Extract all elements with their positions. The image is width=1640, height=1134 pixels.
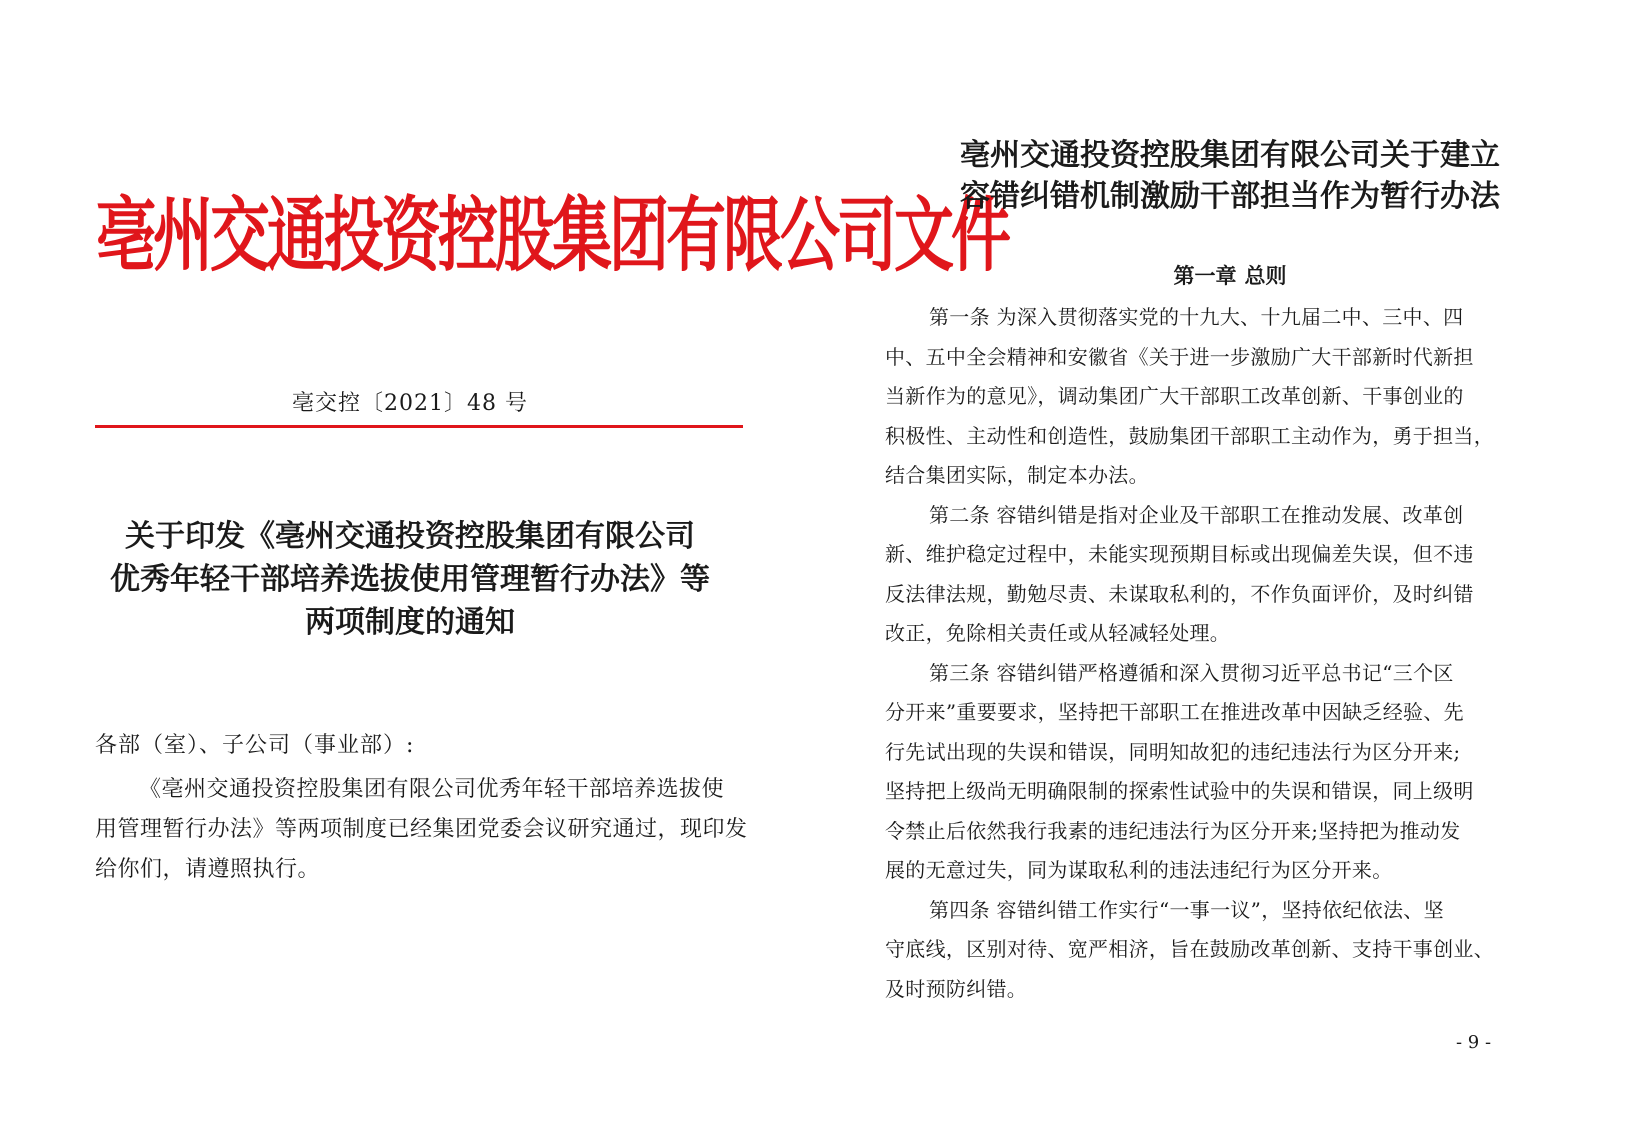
notice-title-line: 优秀年轻干部培养选拔使用管理暂行办法》等 — [110, 562, 710, 597]
masthead-title: 亳州交通投资控股集团有限公司文件 — [96, 189, 1008, 284]
notice-body-line: 用管理暂行办法》等两项制度已经集团党委会议研究通过，现印发 — [95, 817, 748, 842]
article-line: 结合集团实际，制定本办法。 — [885, 463, 1149, 487]
article-line: 改正，免除相关责任或从轻减轻处理。 — [885, 621, 1231, 645]
red-divider-line — [95, 425, 743, 428]
chapter-name: 总则 — [1244, 264, 1287, 288]
article-line: 及时预防纠错。 — [885, 976, 1028, 1001]
articles-body — [885, 298, 1505, 1009]
article-line: 积极性、主动性和创造性，鼓励集团干部职工主动作为，勇于担当， — [885, 423, 1494, 448]
chapter-number: 第一章 — [1173, 264, 1237, 288]
article-line: 反法律法规，勤勉尽责、未谋取私利的，不作负面评价，及时纠错 — [885, 581, 1474, 606]
article-line: 中、五中全会精神和安徽省《关于进一步激励广大干部新时代新担 — [885, 344, 1474, 369]
measures-title-line: 容错纠错机制激励干部担当作为暂行办法 — [960, 179, 1500, 214]
right-page — [820, 0, 1640, 1134]
measures-title — [820, 135, 1640, 217]
article-line: 第三条 容错纠错严格遵循和深入贯彻习近平总书记“三个区 — [929, 660, 1454, 685]
article-line: 当新作为的意见》，调动集团广大干部职工改革创新、干事创业的 — [885, 384, 1464, 408]
article-line: 展的无意过失，同为谋取私利的违法违纪行为区分开来。 — [885, 858, 1393, 882]
article-line: 新、维护稳定过程中，未能实现预期目标或出现偏差失误，但不违 — [885, 542, 1474, 566]
notice-title-line: 关于印发《亳州交通投资控股集团有限公司 — [125, 519, 695, 554]
document-number: 亳交控〔2021〕48 号 — [292, 391, 528, 416]
article-line: 第四条 容错纠错工作实行“一事一议”，坚持依纪依法、坚 — [929, 897, 1444, 922]
article-line: 守底线，区别对待、宽严相济，旨在鼓励改革创新、支持干事创业、 — [885, 937, 1494, 961]
salutation: 各部（室）、子公司（事业部）: — [95, 733, 415, 758]
article-line: 坚持把上级尚无明确限制的探索性试验中的失误和错误，同上级明 — [885, 779, 1474, 803]
notice-body-line: 《亳州交通投资控股集团有限公司优秀年轻干部培养选拔使 — [139, 777, 725, 802]
notice-title-line: 两项制度的通知 — [305, 605, 515, 640]
notice-body-line: 给你们，请遵照执行。 — [95, 857, 321, 882]
notice-title — [60, 515, 760, 644]
article-line: 第二条 容错纠错是指对企业及干部职工在推动发展、改革创 — [929, 502, 1464, 527]
chapter-heading — [820, 260, 1640, 290]
notice-body — [95, 770, 748, 890]
article-line: 分开来”重要要求，坚持把干部职工在推进改革中因缺乏经验、先 — [885, 700, 1464, 724]
page-number: - 9 - — [1456, 1032, 1492, 1053]
article-line: 第一条 为深入贯彻落实党的十九大、十九届二中、三中、四 — [929, 305, 1464, 329]
measures-title-line: 亳州交通投资控股集团有限公司关于建立 — [960, 138, 1500, 173]
article-line: 行先试出现的失误和错误，同明知故犯的违纪违法行为区分开来; — [885, 739, 1461, 764]
article-line: 令禁止后依然我行我素的违纪违法行为区分开来;坚持把为推动发 — [885, 818, 1461, 843]
